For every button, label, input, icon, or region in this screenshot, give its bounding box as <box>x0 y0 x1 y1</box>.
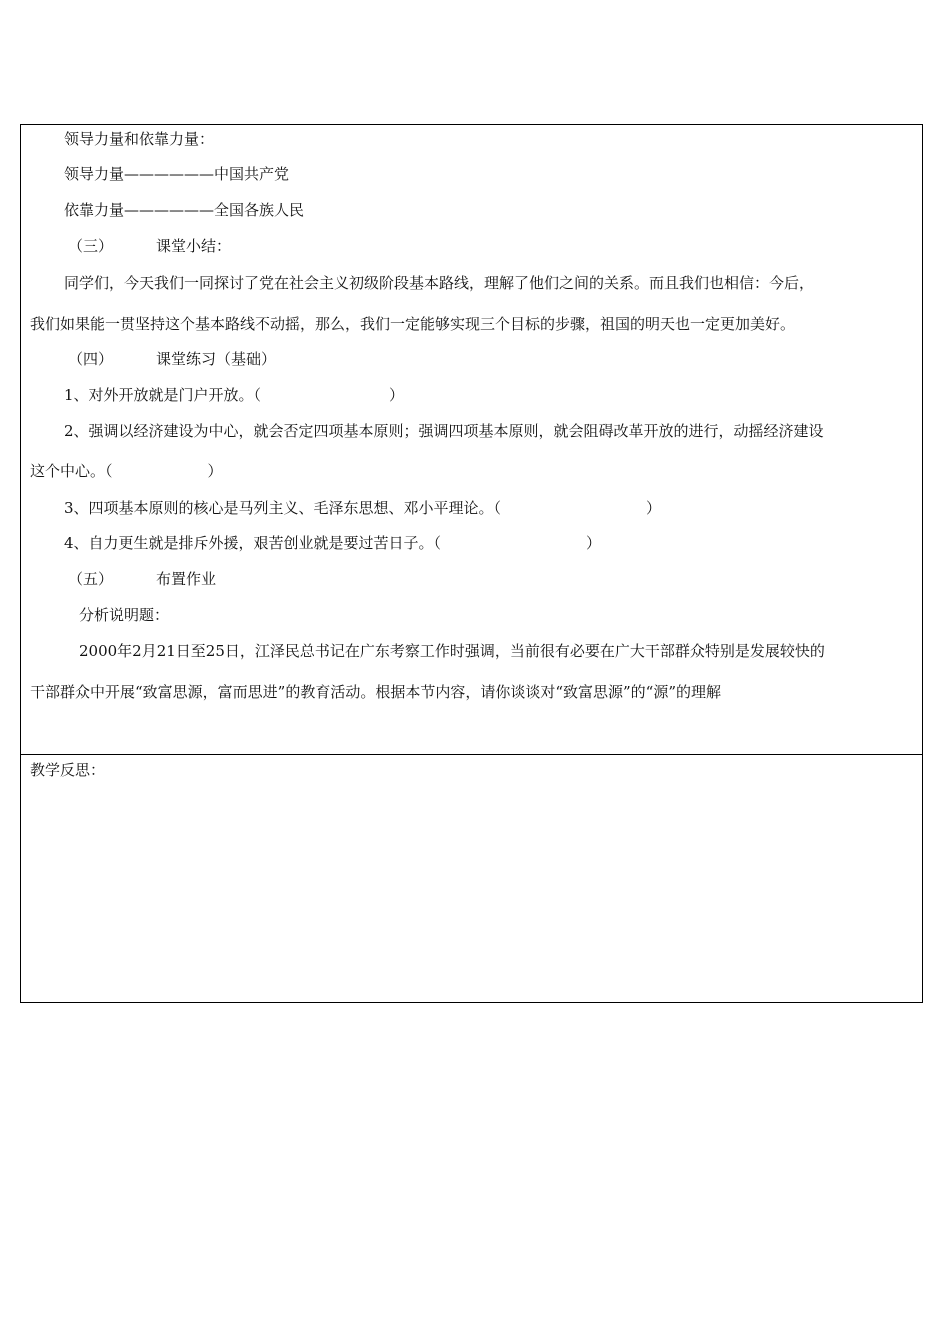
section4-number: （四） <box>68 350 114 368</box>
question-2-close: ） <box>207 462 223 480</box>
question-2-line-2 <box>30 461 223 481</box>
summary-line-2: 我们如果能一贯坚持这个基本路线不动摇，那么，我们一定能够实现三个目标的步骤，祖国的明天也一定更加美好。 <box>30 315 796 333</box>
homework-line-2: 干部群众中开展“致富思源，富而思进”的教育活动。根据本节内容，请你谈谈对“致富思源”的“源”的理解 <box>30 683 722 701</box>
relying-force-line: 依靠力量——————全国各族人民 <box>64 201 305 219</box>
question-3 <box>64 498 661 518</box>
question-3-close: ） <box>646 499 662 517</box>
analysis-heading: 分析说明题： <box>79 606 170 624</box>
section3-title: 课堂小结： <box>156 237 232 255</box>
leading-force-line: 领导力量——————中国共产党 <box>64 165 290 183</box>
question-2-text: 这个中心。（ <box>30 462 113 480</box>
question-4 <box>64 533 601 553</box>
summary-line-1: 同学们，今天我们一同探讨了党在社会主义初级阶段基本路线，理解了他们之间的关系。而且我们也相信：今后， <box>64 274 815 292</box>
teaching-reflection-cell[interactable] <box>21 755 922 1002</box>
homework-line-1: 2000年2月21日至25日，江泽民总书记在广东考察工作时强调，当前很有必要在广大干部群众特别是发展较快的 <box>79 642 825 660</box>
lesson-content-cell <box>21 125 922 755</box>
question-1-close: ） <box>389 386 405 404</box>
section4-title: 课堂练习（基础） <box>156 350 277 368</box>
question-1-text: 1、对外开放就是门户开放。（ <box>64 386 262 404</box>
question-1 <box>64 385 404 405</box>
question-2-line-1: 2、强调以经济建设为中心，就会否定四项基本原则；强调四项基本原则，就会阻碍改革开放的进行，动摇经济建设 <box>64 422 824 440</box>
section3-number: （三） <box>68 237 114 255</box>
question-4-text: 4、自力更生就是排斥外援，艰苦创业就是要过苦日子。（ <box>64 534 442 552</box>
reflection-label: 教学反思： <box>30 761 106 779</box>
section5-number: （五） <box>68 570 114 588</box>
question-3-text: 3、四项基本原则的核心是马列主义、毛泽东思想、邓小平理论。（ <box>64 499 502 517</box>
forces-heading: 领导力量和依靠力量： <box>64 130 215 148</box>
question-4-close: ） <box>586 534 602 552</box>
lesson-table <box>20 124 923 1003</box>
section5-title: 布置作业 <box>156 570 217 588</box>
